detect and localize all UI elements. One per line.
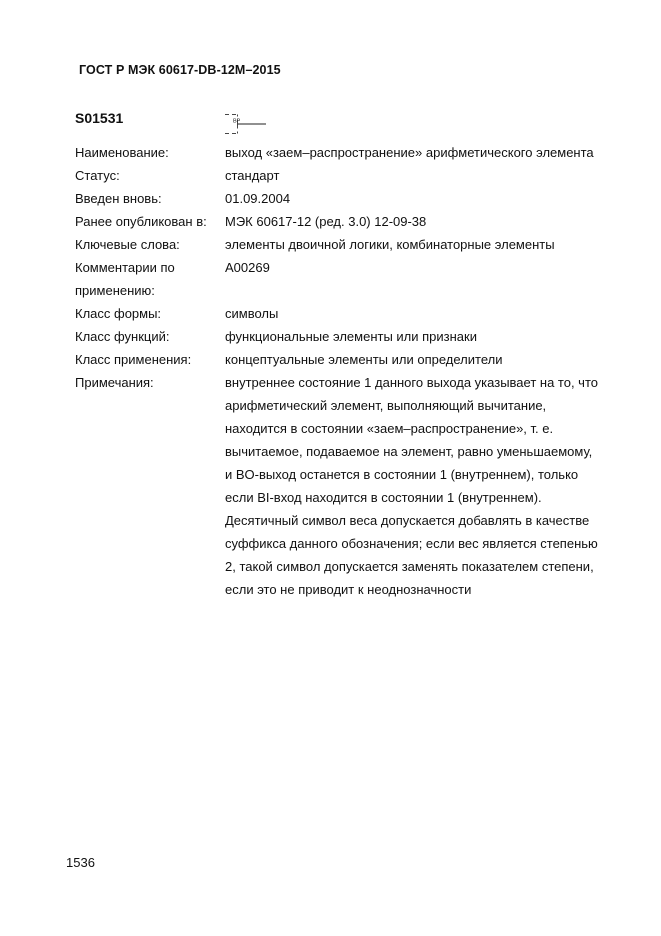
- field-row-form-class: [75, 302, 635, 325]
- field-label: Ключевые слова:: [75, 237, 180, 252]
- field-value: стандарт: [225, 168, 280, 183]
- field-row-function-class: [75, 325, 635, 348]
- notes-line: и BO-выход останется в состоянии 1 (внутреннем), только: [225, 467, 579, 482]
- bp-output-symbol-icon: [224, 113, 268, 135]
- field-label: Примечания:: [75, 375, 154, 390]
- symbol-graphic-label: BP: [233, 118, 241, 125]
- attribute-table: [75, 141, 635, 601]
- field-row-application-class: [75, 348, 635, 371]
- field-value: концептуальные элементы или определители: [225, 352, 503, 367]
- field-value: 01.09.2004: [225, 191, 291, 206]
- field-row-previously-published: [75, 210, 635, 233]
- field-row-keywords: [75, 233, 635, 256]
- field-label: Класс применения:: [75, 352, 192, 367]
- field-label: Класс функций:: [75, 329, 170, 344]
- notes-line: 2, такой символ допускается заменять показателем степени,: [225, 559, 594, 574]
- notes-line: если BI-вход находится в состоянии 1 (внутреннем).: [225, 490, 542, 505]
- field-value: выход «заем–распространение» арифметического элемента: [225, 145, 594, 160]
- symbol-id: S01531: [75, 110, 124, 126]
- field-label: Класс формы:: [75, 306, 162, 321]
- notes-line: вычитаемое, подаваемое на элемент, равно уменьшаемому,: [225, 444, 593, 459]
- field-row-name: [75, 141, 635, 164]
- field-value: элементы двоичной логики, комбинаторные элементы: [225, 237, 555, 252]
- field-row-introduced: [75, 187, 635, 210]
- page-number: 1536: [66, 855, 95, 870]
- field-label-line: Комментарии по: [75, 260, 175, 275]
- notes-line: находится в состоянии «заем–распространение», т. е.: [225, 421, 554, 436]
- field-label-line: применению:: [75, 283, 155, 298]
- notes-line: суффикса данного обозначения; если вес является степенью: [225, 536, 598, 551]
- field-label: Наименование:: [75, 145, 169, 160]
- document-header: ГОСТ Р МЭК 60617-DB-12M–2015: [79, 63, 281, 77]
- notes-line: если это не приводит к неоднозначности: [225, 582, 472, 597]
- field-value: A00269: [225, 260, 270, 275]
- field-value: символы: [225, 306, 279, 321]
- field-label: Статус:: [75, 168, 120, 183]
- field-label: [75, 256, 225, 302]
- field-label: Введен вновь:: [75, 191, 162, 206]
- notes-line: Десятичный символ веса допускается добавлять в качестве: [225, 513, 590, 528]
- field-row-notes: [75, 371, 635, 601]
- notes-line: внутреннее состояние 1 данного выхода указывает на то, что: [225, 375, 598, 390]
- notes-line: арифметический элемент, выполняющий вычитание,: [225, 398, 547, 413]
- notes-text: [225, 371, 635, 601]
- field-value: МЭК 60617-12 (ред. 3.0) 12-09-38: [225, 214, 427, 229]
- field-value: функциональные элементы или признаки: [225, 329, 477, 344]
- field-row-status: [75, 164, 635, 187]
- field-row-application-comments: [75, 256, 635, 302]
- field-label: Ранее опубликован в:: [75, 214, 207, 229]
